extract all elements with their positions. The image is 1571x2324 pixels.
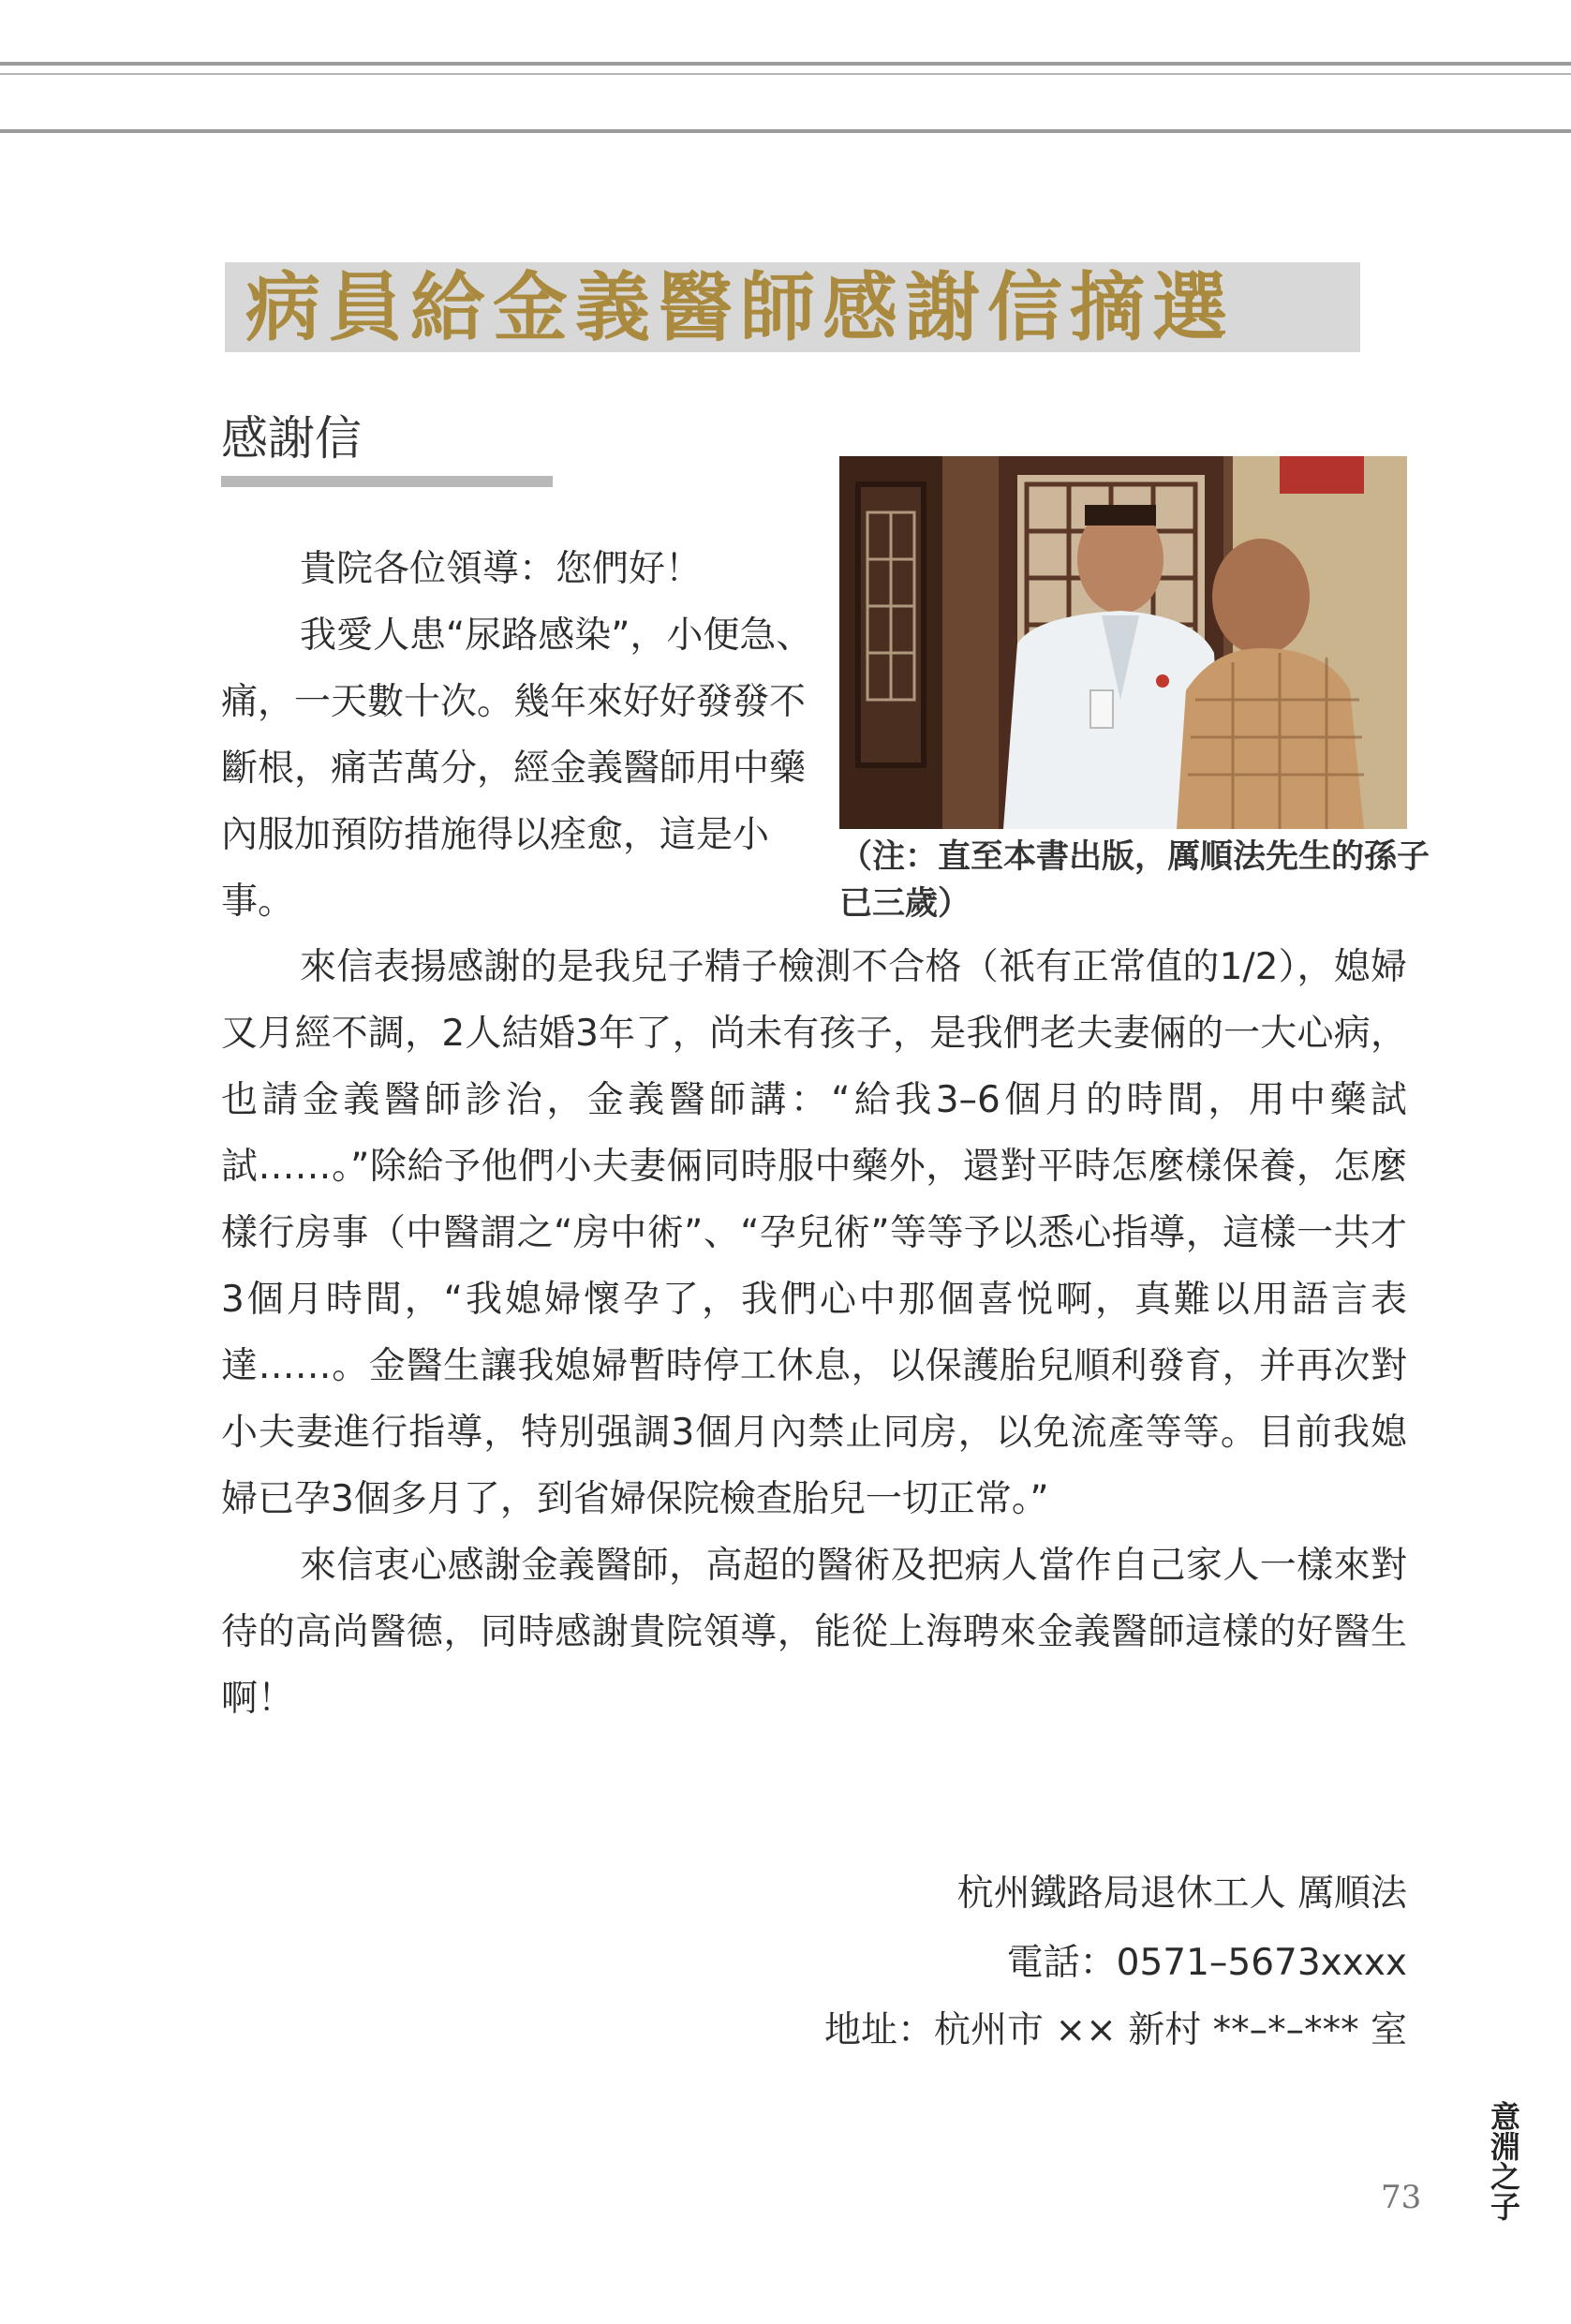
header-rule-top: [0, 62, 1571, 66]
letter-greeting: 貴院各位領導：您們好！: [300, 548, 703, 590]
letter-body: [221, 934, 1407, 1732]
header-rule-middle: [0, 73, 1571, 75]
signature-address: 地址：杭州市 ×× 新村 **–*–*** 室: [824, 2009, 1407, 2051]
photo-illustration: [839, 456, 1407, 829]
signature-name: 杭州鐵路局退休工人 厲順法: [956, 1873, 1407, 1915]
letter-paragraph-3: 來信衷心感謝金義醫師，高超的醫術及把病人當作自己家人一樣來對待的高尚醫德，同時感謝貴院領導，能從上海聘來金義醫師這樣的好醫生啊！: [221, 1545, 1407, 1720]
chapter-side-tab: 意淵之子: [1486, 2101, 1521, 2221]
section-underline: [221, 476, 553, 487]
letter-paragraph-1: 我愛人患“尿路感染”，小便急、痛，一天數十次。幾年來好好發發不斷根，痛苦萬分，經金義醫師用中藥內服加預防措施得以痊愈，這是小事。: [221, 614, 813, 923]
page-number: 73: [1381, 2179, 1422, 2216]
section-heading: 感謝信: [221, 411, 362, 466]
header-rule-bottom: [0, 129, 1571, 133]
letter-opening: [221, 536, 830, 935]
signature-phone: 電話：0571–5673xxxx: [1006, 1942, 1407, 1984]
page-title: 病員給金義醫師感謝信摘選: [245, 263, 1235, 351]
patient-doctor-photo: [839, 456, 1407, 829]
letter-paragraph-2: 來信表揚感謝的是我兒子精子檢測不合格（祇有正常值的1/2），媳婦又月經不調，2人結婚3年了，尚未有孩子，是我們老夫妻倆的一大心病，也請金義醫師診治，金義醫師講：“給我3–6個月的時間，用中藥試試……。”除給予他們小夫妻倆同時服中藥外，還對平時怎麼樣保養，怎麼樣行房事（中醫謂之“房中術”、“孕兒術”等等予以悉心指導，這樣一共才3個月時間，“我媳婦懷孕了，我們心中那個喜悦啊，真難以用語言表達……。金醫生讓我媳婦暫時停工休息，以保護胎兒順利發育，并再次對小夫妻進行指導，特別强調3個月內禁止同房，以免流產等等。目前我媳婦已孕3個多月了，到省婦保院檢查胎兒一切正常。”: [221, 946, 1407, 1520]
photo-caption: （注：直至本書出版，厲順法先生的孫子已三歲）: [839, 837, 1430, 923]
